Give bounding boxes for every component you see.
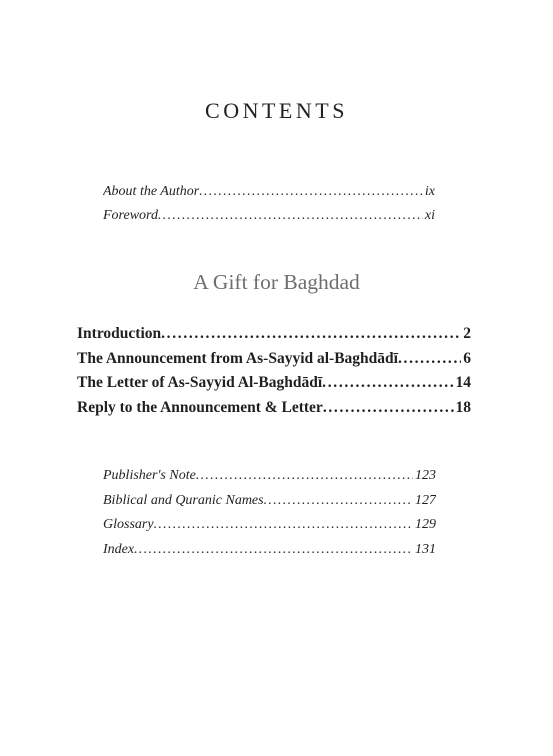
toc-entry-letter[interactable]: [77, 371, 471, 396]
toc-entry-about-author[interactable]: [103, 180, 435, 204]
toc-entry-title: The Letter of As-Sayyid Al-Baghdādī: [77, 374, 323, 391]
toc-entry-page: 18: [455, 398, 471, 416]
toc-entry-title: Publisher's Note: [103, 468, 196, 483]
section-title: A Gift for Baghdad: [193, 270, 360, 294]
dot-leader: [158, 204, 423, 228]
toc-entry-title: The Announcement from As-Sayyid al-Baghdādī: [77, 349, 398, 367]
dot-leader: [199, 180, 423, 204]
toc-entry-page: 131: [415, 541, 436, 557]
back-matter-list: [103, 464, 436, 562]
toc-entry-introduction[interactable]: [77, 322, 471, 347]
dot-leader: [322, 371, 453, 396]
toc-entry-names[interactable]: [103, 489, 436, 514]
toc-entry-page: 127: [415, 492, 436, 508]
dot-leader: [154, 513, 413, 538]
toc-entry-page: 14: [455, 374, 471, 391]
toc-entry-reply[interactable]: [77, 396, 471, 421]
toc-entry-announcement[interactable]: [77, 347, 471, 372]
toc-entry-index[interactable]: [103, 538, 436, 563]
toc-entry-page: 129: [415, 517, 436, 532]
toc-entry-page: 2: [463, 325, 471, 342]
front-matter-list: [103, 180, 435, 228]
dot-leader: [398, 347, 461, 372]
toc-entry-title: Index: [103, 541, 135, 557]
toc-entry-title: Glossary: [103, 517, 154, 532]
chapter-list: [77, 322, 471, 420]
toc-entry-title: Biblical and Quranic Names: [103, 492, 264, 508]
dot-leader: [196, 464, 413, 489]
toc-entry-glossary[interactable]: [103, 513, 436, 538]
dot-leader: [161, 322, 461, 347]
contents-heading: CONTENTS: [205, 98, 348, 123]
toc-entry-title: Foreword: [103, 208, 158, 223]
toc-entry-page: ix: [424, 184, 435, 199]
toc-entry-publishers-note[interactable]: [103, 464, 436, 489]
dot-leader: [323, 396, 454, 421]
toc-entry-title: Reply to the Announcement & Letter: [77, 398, 323, 416]
toc-entry-title: Introduction: [77, 325, 162, 342]
toc-entry-foreword[interactable]: [103, 204, 435, 228]
dot-leader: [264, 489, 413, 514]
toc-entry-page: xi: [424, 208, 435, 223]
dot-leader: [134, 538, 413, 563]
toc-entry-page: 6: [463, 349, 471, 367]
toc-entry-title: About the Author: [103, 184, 200, 199]
toc-entry-page: 123: [415, 468, 436, 483]
